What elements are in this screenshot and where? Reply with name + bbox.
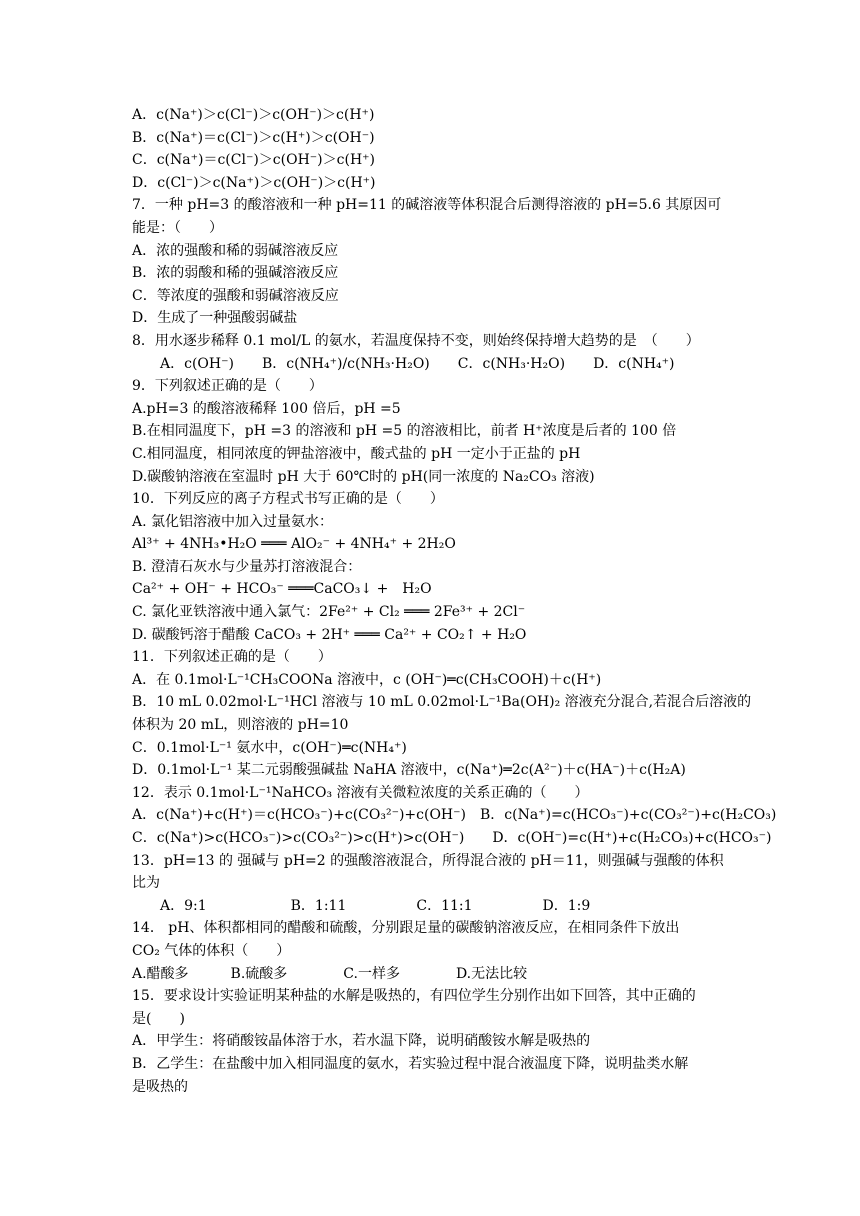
q15-stem: 15．要求设计实验证明某种盐的水解是吸热的，有四位学生分别作出如下回答，其中正确的 (132, 988, 696, 1005)
q15-option-b-cont: 是吸热的 (132, 1078, 188, 1095)
q6-option-b: B．c(Na⁺)＝c(Cl⁻)＞c(H⁺)＞c(OH⁻) (132, 129, 375, 146)
q7-option-d: D．生成了一种强酸弱碱盐 (132, 310, 298, 327)
q9-option-c: C.相同温度，相同浓度的钾盐溶液中，酸式盐的 pH 一定小于正盐的 pH (132, 445, 581, 462)
q10-stem: 10．下列反应的离子方程式书写正确的是（ ） (132, 491, 444, 508)
q11-option-d: D．0.1mol·L⁻¹ 某二元弱酸强碱盐 NaHA 溶液中，c(Na⁺)═2c(A²⁻)＋c(HA⁻)＋c(H₂A) (132, 762, 686, 779)
question-text (132, 104, 777, 1098)
q7-option-b: B．浓的弱酸和稀的强碱溶液反应 (132, 265, 339, 282)
q14-stem-cont: CO₂ 气体的体积（ ） (132, 942, 291, 959)
q9-option-d: D.碳酸钠溶液在室温时 pH 大于 60℃时的 pH(同一浓度的 Na₂CO₃ 溶液) (132, 468, 595, 485)
q6-option-a: A．c(Na⁺)＞c(Cl⁻)＞c(OH⁻)＞c(H⁺) (132, 107, 375, 123)
q10-option-c: C. 氯化亚铁溶液中通入氯气：2Fe²⁺ + Cl₂ ═══ 2Fe³⁺ + 2Cl⁻ (132, 604, 526, 621)
q9-option-b: B.在相同温度下，pH =3 的溶液和 pH =5 的溶液相比，前者 H⁺浓度是后者的 100 倍 (132, 423, 677, 440)
q9-option-a: A.pH=3 的酸溶液稀释 100 倍后，pH =5 (132, 400, 401, 417)
q11-stem: 11．下列叙述正确的是（ ） (132, 649, 332, 666)
q7-option-a: A．浓的强酸和稀的弱碱溶液反应 (132, 242, 339, 259)
q15-option-b: B．乙学生：在盐酸中加入相同温度的氨水，若实验过程中混合液温度下降，说明盐类水解 (132, 1055, 689, 1072)
q7-stem: 7．一种 pH=3 的酸溶液和一种 pH=11 的碱溶液等体积混合后测得溶液的 pH=5.6 其原因可 (132, 197, 722, 214)
q14-options: A.醋酸多 B.硫酸多 C.一样多 D.无法比较 (132, 965, 528, 982)
q11-option-c: C．0.1mol·L⁻¹ 氨水中，c(OH⁻)═c(NH₄⁺) (132, 739, 407, 756)
q7-stem-cont: 能是：（ ） (132, 219, 223, 236)
q6-option-d: D．c(Cl⁻)＞c(Na⁺)＞c(OH⁻)＞c(H⁺) (132, 174, 376, 191)
q10-option-a-equation: Al³⁺ + 4NH₃•H₂O ═══ AlO₂⁻ + 4NH₄⁺ + 2H₂O (132, 536, 456, 553)
q13-stem: 13．pH=13 的 强碱与 pH=2 的强酸溶液混合，所得混合液的 pH＝11，则强碱与强酸的体积 (132, 852, 724, 869)
q15-option-a: A．甲学生：将硝酸铵晶体溶于水，若水温下降，说明硝酸铵水解是吸热的 (132, 1033, 591, 1050)
q10-option-d: D. 碳酸钙溶于醋酸 CaCO₃ + 2H⁺ ═══ Ca²⁺ + CO₂↑ + H₂O (132, 626, 527, 643)
q11-option-a: A．在 0.1mol·L⁻¹CH₃COONa 溶液中，c (OH⁻)═c(CH₃COOH)＋c(H⁺) (132, 671, 602, 688)
q12-options-ab: A．c(Na⁺)+c(H⁺)＝c(HCO₃⁻)+c(CO₃²⁻)+c(OH⁻) B．c(Na⁺)=c(HCO₃⁻)+c(CO₃²⁻)+c(H₂CO₃) (132, 807, 777, 824)
q10-option-b: B. 澄清石灰水与少量苏打溶液混合： (132, 558, 362, 575)
q12-stem: 12．表示 0.1mol·L⁻¹NaHCO₃ 溶液有关微粒浓度的关系正确的（ ） (132, 784, 589, 801)
q13-stem-cont: 比为 (132, 875, 160, 892)
q8-options: A．c(OH⁻) B．c(NH₄⁺)/c(NH₃·H₂O) C．c(NH₃·H₂O) D．c(NH₄⁺) (160, 355, 675, 372)
q10-option-a: A. 氯化铝溶液中加入过量氨水： (132, 513, 334, 530)
q8-stem: 8．用水逐步稀释 0.1 mol/L 的氨水，若温度保持不变，则始终保持增大趋势的是 （ ） (132, 332, 700, 349)
q6-option-c: C．c(Na⁺)＝c(Cl⁻)＞c(OH⁻)＞c(H⁺) (132, 152, 376, 169)
q13-options: A．9:1 B．1:11 C．11:1 D．1:9 (160, 897, 591, 914)
q7-option-c: C．等浓度的强酸和弱碱溶液反应 (132, 287, 339, 304)
q15-stem-cont: 是( ) (132, 1010, 185, 1027)
q11-option-b: B．10 mL 0.02mol·L⁻¹HCl 溶液与 10 mL 0.02mol·L⁻¹Ba(OH)₂ 溶液充分混合,若混合后溶液的 (132, 694, 752, 711)
q10-option-b-equation: Ca²⁺ + OH⁻ + HCO₃⁻ ═══CaCO₃↓ + H₂O (132, 581, 432, 598)
q12-options-cd: C．c(Na⁺)>c(HCO₃⁻)>c(CO₃²⁻)>c(H⁺)>c(OH⁻) D．c(OH⁻)=c(H⁺)+c(H₂CO₃)+c(HCO₃⁻) (132, 830, 772, 846)
q11-option-b-cont: 体积为 20 mL，则溶液的 pH=10 (132, 717, 349, 734)
q14-stem: 14． pH、体积都相同的醋酸和硫酸，分别跟足量的碳酸钠溶液反应，在相同条件下放出 (132, 920, 680, 937)
q9-stem: 9．下列叙述正确的是（ ） (132, 378, 323, 395)
